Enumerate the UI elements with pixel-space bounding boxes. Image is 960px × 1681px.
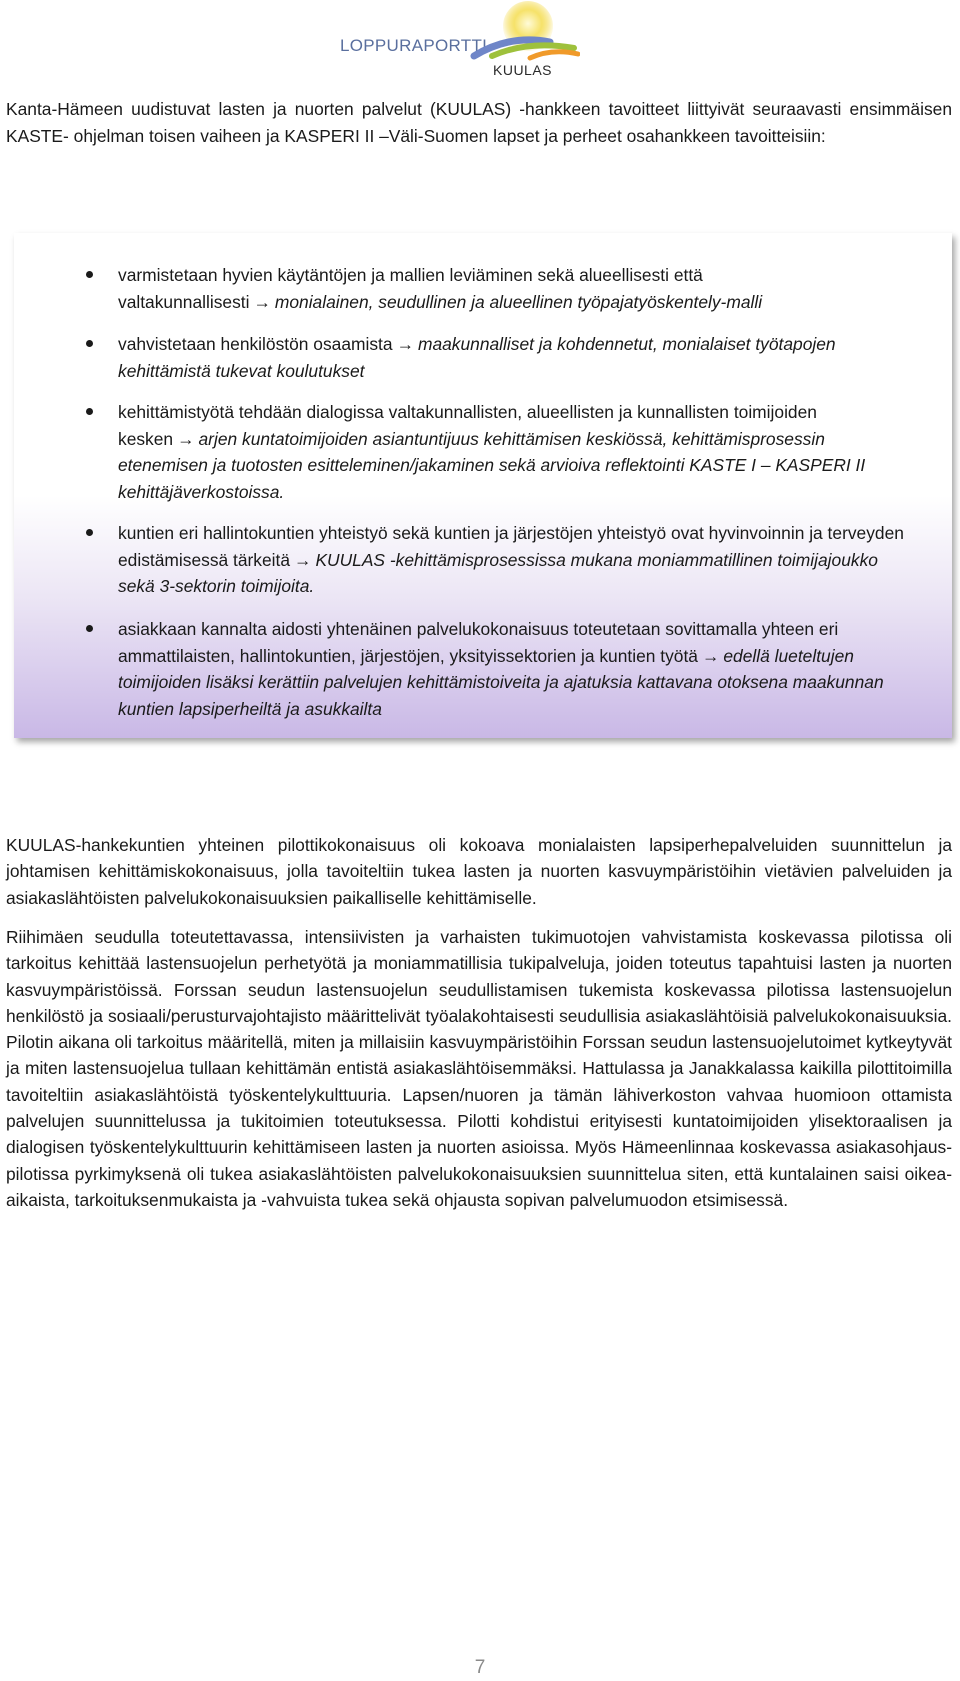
bullet-icon [86,408,93,415]
goals-panel [14,233,952,738]
arrow-icon: → [294,549,312,570]
goal-text [118,520,918,600]
body-paragraph: Riihimäen seudulla toteutettavassa, intensiivisten ja varhaisten tukimuotojen vahvistamista koskevassa pilotissa oli tarkoitus kehittää lastensuojelun perhetyötä ja moniammatillisia tukipalveluja, joiden toteutus tapahtuisi lasten ja nuorten kasvuympäristöissä. Forssan seudun lastensuojelun seudullistamisen tukemista koskevassa pilotissa lastensuojelun henkilöstö ja sosiaali/perusturvajohtajisto määrittelivät työalakohtaisesti seudullisia asiakaslähtöisiä palvelukokonaisuuksia. Pilotin aikana oli tarkoitus määritellä, miten ja millaisiin kasvuympäristöihin Forssan seudun lastensuojelutoimet kytkeytyvät ja miten lastensuojelua tullaan kehittämän entistä asiakaslähtöisemmäksi. Hattulassa ja Janakkalassa kaikilla pilottitoimilla tavoiteltiin asiakaslähtöistä työskentelykulttuuria. Lapsen/nuoren ja tämän lähiverkoston vahvaa huomioon ottamista palvelujen suunnittelussa ja tukitoimien toteutuksessa. Pilotti kohdistui erityisesti kuntatoimijoiden ylisektoraalisen ja dialogisen työskentelykulttuurin kehittämiseen lasten ja nuorten asioissa. Myös Hämeenlinnaa koskevassa asiakasohjaus-pilotissa pyrkimyksenä oli tukea asiakaslähtöisten palvelukokonaisuuksien suunnittelua siten, että kuntalainen saisi oikea-aikaista, tarkoituksenmukaista ja -vahvuista tukea sekä ohjausta sopivan palvelumuodon etsimisessä. [6,927,952,1210]
arrow-icon: → [701,645,720,666]
goal-statement: asiakkaan kannalta aidosti yhtenäinen palvelukokonaisuus toteutetaan sovittamalla yhteen eri ammattilaisten, hallintokuntien, järjestöjen, yksityissektorien ja kuntien työtä [118,619,839,666]
goal-outcome: arjen kuntatoimijoiden asiantuntijuus kehittämisen keskiössä, kehittämisprosessin etenemisen ja tuotosten esitteleminen/jakaminen sekä arvioiva reflektointi KASTE I – KASPERI II kehittäjäverkostoissa. [118,428,866,502]
intro-paragraph: Kanta-Hämeen uudistuvat lasten ja nuorten palvelut (KUULAS) -hankkeen tavoitteet liittyivät seuraavasti ensimmäisen KASTE- ohjelman toisen vaiheen ja KASPERI II –Väli-Suomen lapset ja perheet osahankkeen tavoitteisiin: [6,99,952,146]
goal-outcome: edellä lueteltujen toimijoiden lisäksi kerättiin palvelujen kehittämistoiveita ja ajatuksia kattavana otoksena maakunnan kuntien lapsiperheiltä ja asukkailta [118,645,884,719]
goal-text [118,331,918,384]
goal-statement: kehittämistyötä tehdään dialogissa valtakunnallisten, alueellisten ja kunnallisten toimijoiden kesken [118,402,817,449]
goal-text [118,262,918,315]
logo-text: KUULAS [493,62,553,78]
goal-outcome: maakunnalliset ja kohdennetut, monialaiset työtapojen kehittämistä tukevat koulutukset [118,334,836,381]
page-header [0,0,960,90]
goal-statement: varmistetaan hyvien käytäntöjen ja mallien leviäminen sekä alueellisesti että valtakunnallisesti [118,265,703,312]
bullet-icon [86,340,93,347]
goal-outcome: monialainen, seudullinen ja alueellinen työpajatyöskentely-malli [274,291,763,312]
goal-outcome: KUULAS -kehittämisprosessissa mukana moniammatillinen toimijajoukko sekä 3-sektorin toimijoita. [118,549,878,596]
bullet-icon [86,625,93,632]
report-label: LOPPURAPORTTI [340,36,488,55]
bullet-icon [86,271,93,278]
arrow-icon: → [253,291,271,312]
goal-statement: vahvistetaan henkilöstön osaamista [118,334,393,354]
goal-statement: kuntien eri hallintokuntien yhteistyö sekä kuntien ja järjestöjen yhteistyö ovat hyvinvoinnin ja terveyden edistämisessä tärkeitä [118,523,904,570]
bullet-icon [86,529,93,536]
goal-text [118,399,918,505]
goal-text [118,616,918,722]
arrow-icon: → [396,334,414,354]
body-paragraph: KUULAS-hankekuntien yhteinen pilottikokonaisuus oli kokoava monialaisten lapsiperhepalveluiden suunnittelun ja johtamisen kehittämiskokonaisuus, jolla tavoiteltiin tukea lasten ja nuorten kasvuympäristöihin vietävien palveluiden ja asiakaslähtöisten palvelukokonaisuuksien paikalliselle kehittämiselle. [6,835,952,908]
page-number: 7 [474,1657,486,1678]
arrow-icon: → [177,428,195,449]
